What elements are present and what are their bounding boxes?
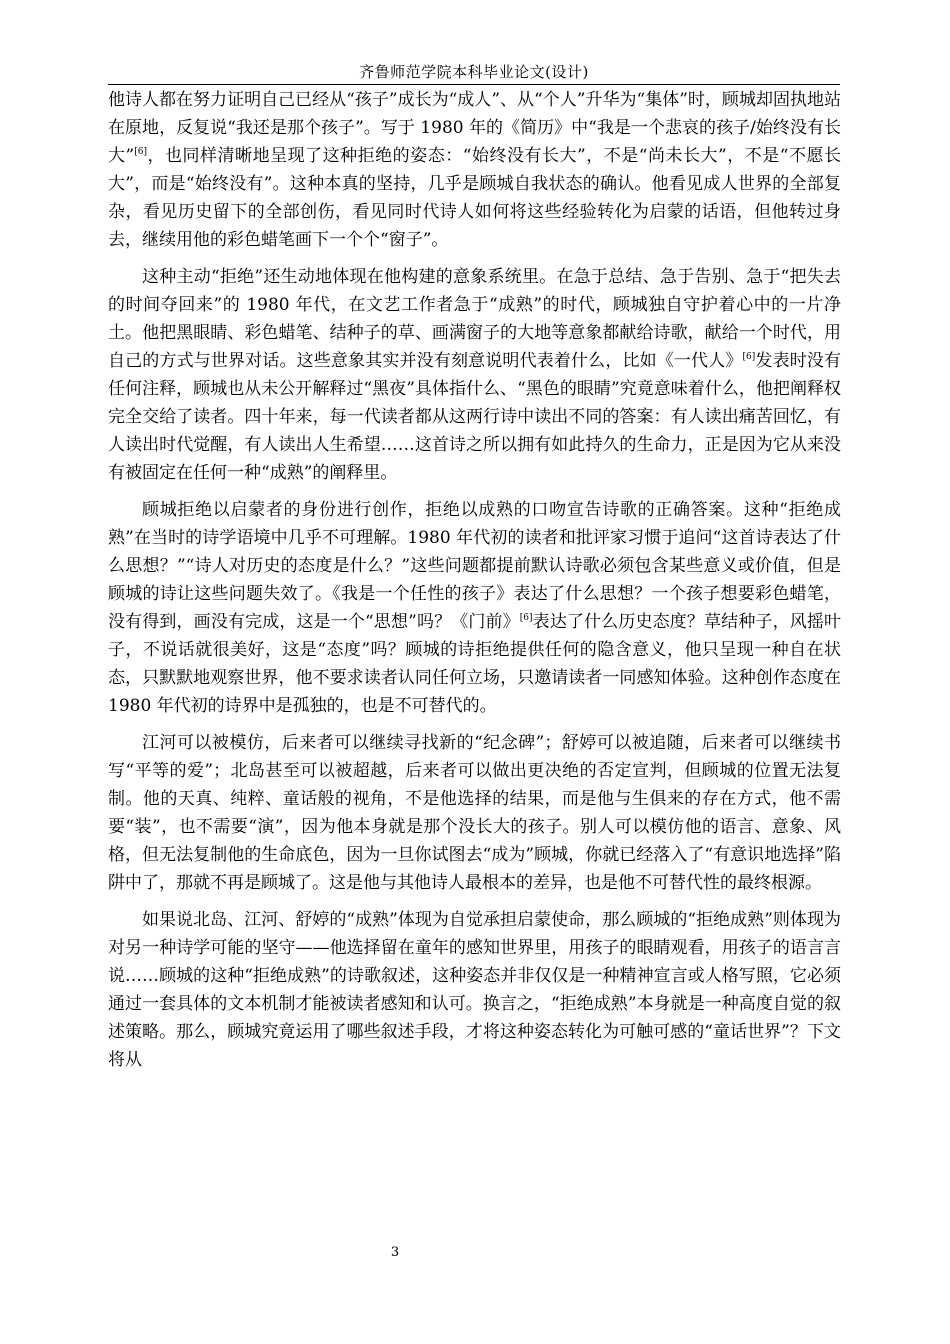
paragraph-5-text: 如果说北岛、江河、舒婷的“成熟”体现为自觉承担启蒙使命，那么顾城的“拒绝成熟”则体现为对另一种诗学可能的坚守——他选择留在童年的感知世界里，用孩子的眼睛观看，用孩子的语言言说……顾城的这种“拒绝成熟”的诗歌叙述，这种姿态并非仅仅是一种精神宣言或人格写照，它必须通过一套具体的文本机制才能被读者感知和认可。换言之，“拒绝成熟”本身就是一种高度自觉的叙述策略。那么，顾城究竟运用了哪些叙述手段，才将这种姿态转化为可触可感的“童话世界”？下文将从 <box>108 910 841 1070</box>
citation-6: [6] <box>742 352 756 362</box>
paragraph-2-text-a: 这种主动“拒绝”还生动地体现在他构建的意象系统里。在急于总结、急于告别、急于“把失去的时间夺回来”的 1980 年代，在文艺工作者急于“成熟”的时代，顾城独自守护着心中的一片净土。他把黑眼睛、彩色蜡笔、结种子的草、画满窗子的大地等意象都献给诗歌，献给一个时代，用自己的方式与世界对话。这些意象其实并没有刻意说明代表着什么，比如《一代人》 <box>108 267 841 371</box>
paragraph-1-text-b: ，也同样清晰地呈现了这种拒绝的姿态：“始终没有长大”，不是“尚未长大”，不是“不愿长大”，而是“始终没有”。这种本真的坚持，几乎是顾城自我状态的确认。他看见成人世界的全部复杂，看见历史留下的全部创伤，看见同时代诗人如何将这些经验转化为启蒙的话语，但他转过身去，继续用他的彩色蜡笔画下一个个“窗子”。 <box>108 146 842 250</box>
paragraph-3-text-a: 顾城拒绝以启蒙者的身份进行创作，拒绝以成熟的口吻宣告诗歌的正确答案。这种“拒绝成熟”在当时的诗学语境中几乎不可理解。1980 年代初的读者和批评家习惯于追问“这首诗表达了什么思想？”“诗人对历史的态度是什么？”这些问题都提前默认诗歌必须包含某些意义或价值，但是顾城的诗让这些问题失效了。《我是一个任性的孩子》表达了什么思想？一个孩子想要彩色蜡笔，没有得到，画没有完成，这是一个“思想”吗？《门前》 <box>108 500 841 632</box>
paragraph-3 <box>108 496 841 720</box>
paragraph-4-text: 江河可以被模仿，后来者可以继续寻找新的“纪念碑”；舒婷可以被追随，后来者可以继续书写“平等的爱”；北岛甚至可以被超越，后来者可以做出更决绝的否定宣判，但顾城的位置无法复制。他的天真、纯粹、童话般的视角，不是他选择的结果，而是他与生俱来的存在方式，他不需要“装”，也不需要“演”，因为他本身就是那个没长大的孩子。别人可以模仿他的语言、意象、风格，但无法复制他的生命底色，因为一旦你试图去“成为”顾城，你就已经落入了“有意识地选择”陷阱中了，那就不再是顾城了。这是他与其他诗人最根本的差异，也是他不可替代性的最终根源。 <box>108 733 841 893</box>
paragraph-3-text-b: 表达了什么历史态度？草结种子，风摇叶子，不说话就很美好，这是“态度”吗？顾城的诗拒绝提供任何的隐含意义，他只呈现一种自在状态，只默默地观察世界，他不要求读者认同任何立场，只邀请读者一同感知体验。这种创作态度在 1980 年代初的诗界中是孤独的，也是不可替代的。 <box>108 612 841 716</box>
paragraph-2 <box>108 263 841 487</box>
body-text <box>108 86 841 1074</box>
paragraph-4 <box>108 729 841 897</box>
header-rule <box>108 84 840 85</box>
paragraph-2-text-b: 发表时没有任何注释，顾城也从未公开解释过“黑夜”具体指什么、“黑色的眼睛”究竟意味着什么，他把阐释权完全交给了读者。四十年来，每一代读者都从这两行诗中读出不同的答案：有人读出痛苦回忆，有人读出时代觉醒，有人读出人生希望……这首诗之所以拥有如此持久的生命力，正是因为它从来没有被固定在任何一种“成熟”的阐释里。 <box>108 351 842 483</box>
paragraph-1 <box>108 86 841 254</box>
paragraph-5 <box>108 906 841 1074</box>
page-number: 3 <box>390 1245 400 1260</box>
citation-6: [6] <box>134 147 147 157</box>
citation-6: [6] <box>519 613 533 623</box>
paragraph-1-text-a: 他诗人都在努力证明自己已经从“孩子”成长为“成人”、从“个人”升华为“集体”时，顾城却固执地站在原地，反复说“我还是那个孩子”。写于 1980 年的《简历》中“我是一个悲哀的孩子/始终没有长大” <box>108 90 841 166</box>
page-header: 齐鲁师范学院本科毕业论文(设计) <box>359 63 589 81</box>
